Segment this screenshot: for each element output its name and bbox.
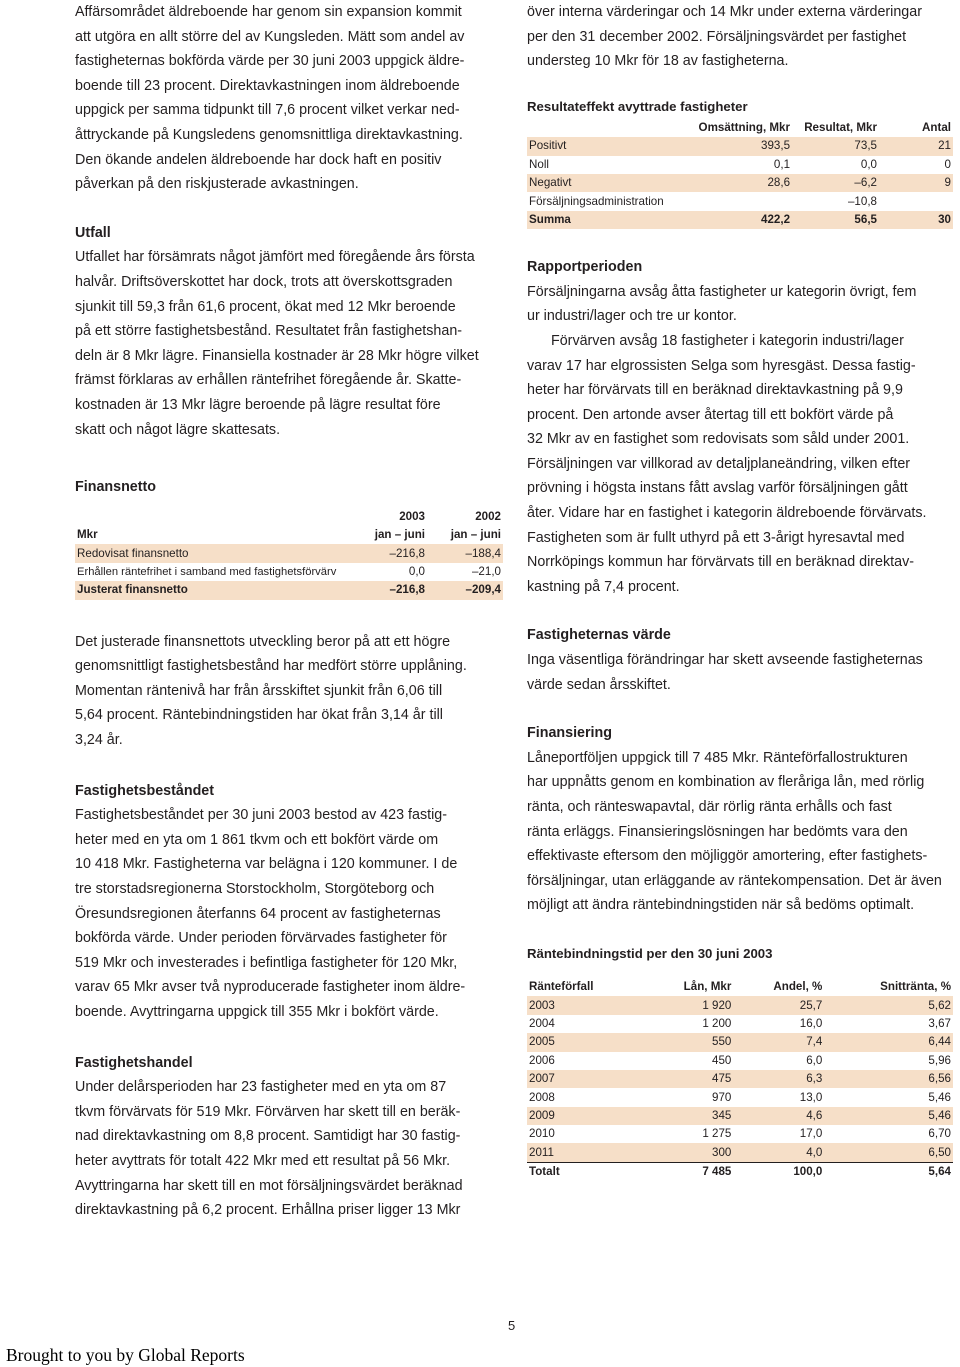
row-year: 2005 xyxy=(527,1033,645,1051)
text-line: Fastigheten som är fullt uthyrd på ett 3-årigt hyresavtal med xyxy=(527,529,905,546)
cell-lan: 550 xyxy=(645,1033,734,1051)
heading-fastighetshandel: Fastighetshandel xyxy=(75,1054,193,1071)
cell-andel: 6,0 xyxy=(806,1053,823,1067)
table-row xyxy=(527,1052,953,1070)
col-forfall: Ränteförfall xyxy=(529,980,594,994)
row-year: 2009 xyxy=(527,1107,645,1125)
row-label: Erhållen räntefrihet i samband med fastighetsförvärv xyxy=(77,566,337,579)
cell-antal: 9 xyxy=(879,174,953,192)
heading-rapportperioden: Rapportperioden xyxy=(527,259,643,276)
table-row xyxy=(527,156,953,174)
heading-finansiering: Finansiering xyxy=(527,725,612,742)
finansiering-paragraph xyxy=(527,746,953,918)
text-line: boende till 23 procent. Direktavkastningen inom äldreboende xyxy=(75,77,460,94)
text-line: Under delårsperioden har 23 fastigheter med en yta om 87 xyxy=(75,1079,447,1096)
cell-snittranta: 5,96 xyxy=(928,1053,951,1067)
spacer xyxy=(527,697,953,721)
row-year: 2003 xyxy=(527,996,645,1014)
cell-andel: 6,3 xyxy=(733,1070,824,1088)
cell-snittranta: 5,46 xyxy=(824,1107,953,1125)
text-line: per den 31 december 2002. Försäljningsvärdet per fastighet xyxy=(527,28,907,45)
heading-fastighetsbestandet: Fastighetsbeståndet xyxy=(75,782,215,799)
page-number: 5 xyxy=(508,1318,516,1333)
text-line: Det justerade finansnettots utveckling beror på att ett högre xyxy=(75,633,451,650)
cell-omsattning: 422,2 xyxy=(684,211,792,229)
cell-2003: –216,8 xyxy=(367,544,427,562)
text-line: heter avyttrats för totalt 422 Mkr med ett resultat på 56 Mkr. xyxy=(75,1152,451,1169)
cell-andel: 7,4 xyxy=(733,1033,824,1051)
text-line: bokförda värde. Under perioden förvärvades fastigheter för xyxy=(75,930,447,947)
text-line: Norrköpings kommun har förvärvats till en beräknad direktav- xyxy=(527,554,914,571)
right-column xyxy=(527,0,953,1181)
total-andel: 100,0 xyxy=(733,1162,824,1181)
col-lan: Lån, Mkr xyxy=(683,980,732,994)
cell-2003: 0,0 xyxy=(408,565,425,579)
cell-omsattning: 28,6 xyxy=(684,174,792,192)
cell-andel: 25,7 xyxy=(733,996,824,1014)
text-line: uppgick per samma tidpunkt till 7,6 procent vilket verkar ned- xyxy=(75,102,460,119)
cell-andel: 4,0 xyxy=(733,1143,824,1162)
fastigheternas-varde-paragraph xyxy=(527,648,953,697)
text-line: har uppnåtts genom en kombination av fleråriga lån, med rörlig xyxy=(527,774,925,791)
period-2003: jan – juni xyxy=(374,528,425,542)
cell-andel: 17,0 xyxy=(799,1127,823,1141)
total-label: Totalt xyxy=(527,1162,645,1181)
table-row xyxy=(527,137,953,155)
text-line: genomsnittligt fastighetsbestånd har medfört större upplåning. xyxy=(75,658,467,675)
spacer xyxy=(75,197,503,221)
text-line: Affärsområdet äldreboende har genom sin expansion kommit xyxy=(75,4,462,20)
text-line: procent. Den artonde avser återtag till ett bokfört värde på xyxy=(527,406,894,423)
table-row xyxy=(527,1107,953,1125)
row-label: Summa xyxy=(527,211,684,229)
text-line: nad direktavkastning om 8,8 procent. Samtidigt har 30 fastig- xyxy=(75,1128,461,1145)
row-label: Justerat finansnetto xyxy=(75,581,367,599)
cell-resultat: 56,5 xyxy=(792,211,879,229)
text-line: Förvärven avsåg 18 fastigheter i kategorin industri/lager xyxy=(551,332,904,349)
text-line: över interna värderingar och 14 Mkr under externa värderingar xyxy=(527,4,922,20)
cell-lan: 1 200 xyxy=(702,1016,732,1030)
col-andel: Andel, % xyxy=(773,980,823,994)
text-line: varav 65 Mkr avser två nyproducerade fastigheter inom äldre- xyxy=(75,979,466,996)
text-line: Inga väsentliga förändringar har skett avseende fastigheternas xyxy=(527,652,923,669)
finansnetto-paragraph xyxy=(75,630,503,753)
text-line: påverkan på den riskjusterade avkastningen. xyxy=(75,176,359,193)
finansnetto-year-row xyxy=(75,508,503,526)
text-line: tkvm förvärvats för 519 Mkr. Förvärven har skett till en beräk- xyxy=(75,1103,461,1120)
text-line: sjunkit till 59,3 från 61,6 procent, ökat med 12 Mkr beroende xyxy=(75,298,456,315)
cell-andel: 4,6 xyxy=(733,1107,824,1125)
table-row xyxy=(527,1033,953,1051)
col-omsattning: Omsättning, Mkr xyxy=(698,120,791,134)
text-line: heter med en yta om 1 861 tkvm och ett bokfört värde om xyxy=(75,831,439,848)
total-lan: 7 485 xyxy=(645,1162,734,1181)
resultateffekt-header-row xyxy=(527,119,953,137)
year-2003: 2003 xyxy=(399,509,425,523)
row-label: Redovisat finansnetto xyxy=(75,544,367,562)
resultateffekt-table xyxy=(527,119,953,229)
table-row xyxy=(527,1143,953,1162)
text-line: varav 17 har elgrossisten Selga som hyresgäst. Dessa fastig- xyxy=(527,357,916,374)
text-line: på ett större fastighetsbestånd. Resultatet från fastighetshan- xyxy=(75,323,463,340)
col-snittranta: Snittränta, % xyxy=(880,980,951,994)
cell-snittranta: 6,44 xyxy=(824,1033,953,1051)
text-line: att utgöra en allt större del av Kungsleden. Mätt som andel av xyxy=(75,28,465,45)
text-line: Momentan räntenivå har från årsskiftet sjunkit från 6,06 till xyxy=(75,682,443,699)
text-line: halvår. Driftsöverskottet har dock, trots att överskottsgraden xyxy=(75,273,453,290)
text-line: fastigheternas bokförda värde per 30 juni 2003 uppgick äldre- xyxy=(75,53,465,70)
fastighetshandel-paragraph xyxy=(75,1075,503,1223)
table-row xyxy=(527,211,953,229)
cell-lan: 1 920 xyxy=(645,996,734,1014)
table-row xyxy=(75,563,503,581)
spacer xyxy=(527,599,953,623)
table-row xyxy=(527,174,953,192)
text-line: främst förklaras av erhållen räntefrihet föregående år. Skatte- xyxy=(75,372,462,389)
heading-finansnetto: Finansnetto xyxy=(75,479,157,496)
table-row xyxy=(527,1088,953,1106)
text-line: effektivaste eftersom den möjliggör amortering, efter fastighets- xyxy=(527,848,928,865)
text-line: åttryckande på Kungsledens genomsnittliga direktavkastning. xyxy=(75,126,463,143)
cell-snittranta: 5,62 xyxy=(824,996,953,1014)
total-snittranta: 5,64 xyxy=(824,1162,953,1181)
rantebindning-body xyxy=(527,996,953,1162)
row-label: Försäljningsadministration xyxy=(529,194,664,208)
cell-lan: 475 xyxy=(645,1070,734,1088)
text-line: åter. Vidare har en fastighet i kategorin äldreboende förvärvats. xyxy=(527,505,927,522)
text-line: 519 Mkr och investerades i befintliga fastigheter för 120 Mkr, xyxy=(75,954,458,971)
text-line: Öresundsregionen återfanns 64 procent av fastigheternas xyxy=(75,905,441,922)
cell-snittranta: 3,67 xyxy=(928,1016,951,1030)
cell-snittranta: 6,70 xyxy=(928,1127,951,1141)
heading-fastigheternas-varde: Fastigheternas värde xyxy=(527,627,671,644)
utfall-paragraph xyxy=(75,245,503,442)
text-line: direktavkastning på 6,2 procent. Erhållna priser ligger 13 Mkr xyxy=(75,1202,461,1219)
cell-snittranta: 6,56 xyxy=(824,1070,953,1088)
finansnetto-header-row xyxy=(75,526,503,544)
cell-resultat: 0,0 xyxy=(860,157,877,171)
text-line: heter har förvärvats till en beräknad direktavkastning på 9,9 xyxy=(527,382,903,399)
cell-antal: 0 xyxy=(944,157,951,171)
continued-paragraph xyxy=(527,0,953,74)
cell-2002: –21,0 xyxy=(471,565,501,579)
text-line: kostnaden är 13 Mkr lägre beroende på lägre resultat före xyxy=(75,396,441,413)
table-row xyxy=(527,192,953,210)
col-antal: Antal xyxy=(922,120,951,134)
text-line: 5,64 procent. Räntebindningstiden har ökat från 3,14 år till xyxy=(75,707,443,724)
text-line: understeg 10 Mkr för 18 av fastigheterna. xyxy=(527,53,789,70)
unit-label: Mkr xyxy=(77,528,98,542)
heading-resultateffekt: Resultateffekt avyttrade fastigheter xyxy=(527,98,748,114)
text-line: ur industri/lager och tre ur kontor. xyxy=(527,308,737,325)
table-row xyxy=(527,1015,953,1033)
text-line: värde sedan årsskiftet. xyxy=(527,676,671,693)
intro-paragraph xyxy=(75,0,503,197)
text-line: ränta erläggs. Finansieringslösningen har bedömts vara den xyxy=(527,823,908,840)
cell-resultat: –10,8 xyxy=(847,194,877,208)
text-line: Låneportföljen uppgick till 7 485 Mkr. Ränteförfallostrukturen xyxy=(527,749,908,766)
rapportperioden-paragraph-1 xyxy=(527,280,953,329)
rantebindning-header-row xyxy=(527,978,953,996)
text-line: kastning på 7,4 procent. xyxy=(527,578,680,595)
cell-lan: 970 xyxy=(712,1090,732,1104)
left-column xyxy=(75,0,503,1223)
cell-2003: –216,8 xyxy=(367,581,427,599)
rapportperioden-paragraph-2 xyxy=(527,329,953,600)
cell-antal xyxy=(879,192,953,210)
cell-omsattning: 0,1 xyxy=(773,157,791,171)
row-year: 2007 xyxy=(527,1070,645,1088)
cell-omsattning: 393,5 xyxy=(684,137,792,155)
spacer xyxy=(75,753,503,779)
footer-credit: Brought to you by Global Reports xyxy=(6,1345,245,1365)
cell-lan: 345 xyxy=(645,1107,734,1125)
fastighetsbestandet-paragraph xyxy=(75,803,503,1024)
table-row xyxy=(527,1070,953,1088)
row-year: 2010 xyxy=(529,1127,555,1141)
cell-2002: –209,4 xyxy=(427,581,503,599)
heading-rantebindningstid: Räntebindningstid per den 30 juni 2003 xyxy=(527,945,773,961)
heading-utfall: Utfall xyxy=(75,224,111,241)
cell-snittranta: 6,50 xyxy=(824,1143,953,1162)
row-year: 2008 xyxy=(529,1090,555,1104)
text-line: Försäljningen var villkorad av detaljplaneändring, vilken efter xyxy=(527,455,911,472)
text-line: Den ökande andelen äldreboende har dock haft en positiv xyxy=(75,151,442,168)
row-year: 2011 xyxy=(527,1143,645,1162)
cell-andel: 16,0 xyxy=(799,1016,823,1030)
text-line: Utfallet har försämrats något jämfört med föregående års första xyxy=(75,249,475,266)
text-line: försäljningar, utan erläggande av räntekompensation. Det är även xyxy=(527,872,942,889)
text-line: möjligt att ändra räntebindningstiden när så bedöms optimalt. xyxy=(527,897,915,914)
finansnetto-table xyxy=(75,508,503,600)
cell-lan: 300 xyxy=(645,1143,734,1162)
cell-lan: 1 275 xyxy=(702,1127,732,1141)
table-row xyxy=(75,544,503,562)
text-line: 32 Mkr av en fastighet som redovisats som såld under 2001. xyxy=(527,431,910,448)
row-label: Positivt xyxy=(527,137,684,155)
table-row xyxy=(527,1125,953,1143)
text-line: skatt och något lägre skattesats. xyxy=(75,421,281,438)
total-row xyxy=(527,1162,953,1181)
year-2002: 2002 xyxy=(475,509,501,523)
text-line: Avyttringarna har skett till en mot försäljningsvärdet beräknad xyxy=(75,1177,463,1194)
text-line: tre storstadsregionerna Storstockholm, Storgöteborg och xyxy=(75,880,435,897)
cell-andel: 13,0 xyxy=(799,1090,823,1104)
text-line: Försäljningarna avsåg åtta fastigheter ur kategorin övrigt, fem xyxy=(527,283,917,300)
spacer xyxy=(75,1025,503,1051)
table-row xyxy=(527,996,953,1014)
table-row xyxy=(75,581,503,599)
cell-snittranta: 5,46 xyxy=(928,1090,951,1104)
text-line: prövning i högsta instans fått avslag varför försäljningen gått xyxy=(527,480,908,497)
rantebindning-table xyxy=(527,978,953,1181)
cell-antal: 21 xyxy=(879,137,953,155)
text-line: boende. Avyttringarna uppgick till 355 Mkr i bokfört värde. xyxy=(75,1003,439,1020)
row-year: 2006 xyxy=(529,1053,555,1067)
cell-resultat: –6,2 xyxy=(792,174,879,192)
cell-lan: 450 xyxy=(712,1053,732,1067)
row-label: Noll xyxy=(529,157,549,171)
spacer xyxy=(75,442,503,475)
col-resultat: Resultat, Mkr xyxy=(804,120,877,134)
text-line: deln är 8 Mkr lägre. Finansiella kostnader är 28 Mkr högre vilket xyxy=(75,347,479,364)
text-line: 10 418 Mkr. Fastigheterna var belägna i 120 kommuner. I de xyxy=(75,856,458,873)
row-label: Negativt xyxy=(527,174,684,192)
cell-resultat: 73,5 xyxy=(792,137,879,155)
cell-2002: –188,4 xyxy=(427,544,503,562)
cell-omsattning xyxy=(684,192,792,210)
cell-antal: 30 xyxy=(879,211,953,229)
text-line: ränta, och ränteswapavtal, där rörlig ränta erhålls och fast xyxy=(527,799,892,815)
row-year: 2004 xyxy=(529,1016,555,1030)
period-2002: jan – juni xyxy=(450,528,501,542)
text-line: Fastighetsbeståndet per 30 juni 2003 bestod av 423 fastig- xyxy=(75,807,447,824)
text-line: 3,24 år. xyxy=(75,732,123,749)
